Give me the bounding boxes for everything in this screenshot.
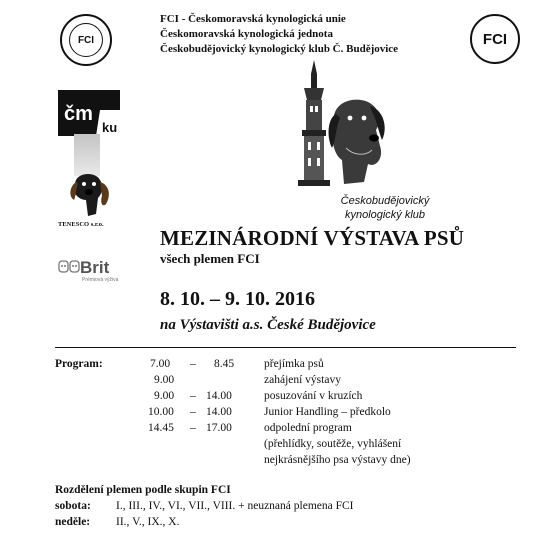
- svg-text:ku: ku: [102, 120, 118, 135]
- saturday-label: sobota:: [55, 500, 91, 512]
- svg-text:čm: čm: [64, 103, 93, 125]
- program-row-2-text: zahájení výstavy: [264, 374, 341, 386]
- program-row-5-start: 14.45: [148, 422, 174, 434]
- brit-sublabel: Prémiová výživa: [82, 277, 119, 283]
- program-row-4-end: 14.00: [206, 406, 232, 418]
- groups-title: Rozdělení plemen podle skupin FCI: [55, 484, 231, 496]
- program-row-7-text: nejkrásnějšího psa výstavy dne): [264, 454, 411, 466]
- fci-seal-label: FCI: [69, 23, 103, 57]
- org-line-fci: FCI - Českomoravská kynologická unie: [160, 13, 346, 25]
- org-line-cmkj: Českomoravská kynologická jednota: [160, 28, 333, 40]
- program-row-4-start: 10.00: [148, 406, 174, 418]
- club-name: [300, 194, 470, 222]
- club-name-line2: kynologický klub: [344, 209, 426, 221]
- fci-seal-logo: [60, 14, 112, 66]
- fci-logo-right: FCI: [470, 14, 520, 64]
- program-row-3-text: posuzování v kruzích: [264, 390, 363, 402]
- program-row-4-text: Junior Handling – předkolo: [264, 406, 391, 418]
- event-dates: 8. 10. – 9. 10. 2016: [160, 288, 315, 310]
- org-line-club: Českobudějovický kynologický klub Č. Budějovice: [160, 43, 399, 55]
- event-subtitle: všech plemen FCI: [160, 251, 260, 266]
- program-row-5-text: odpolední program: [264, 422, 352, 434]
- tenesco-dog-logo: [62, 170, 118, 220]
- program-row-1-text: přejímka psů: [264, 358, 324, 370]
- cmku-logo: [58, 90, 120, 136]
- sunday-label: neděle:: [55, 516, 91, 528]
- program-row-1-start: 7.00: [150, 358, 171, 370]
- event-venue: na Výstavišti a.s. České Budějovice: [160, 317, 376, 333]
- tenesco-label: TENESCO s.r.o.: [58, 221, 104, 228]
- program-row-3-end: 14.00: [206, 390, 232, 402]
- program-row-2-start: 9.00: [154, 374, 175, 386]
- program-row-1-end: 8.45: [214, 358, 235, 370]
- program-row-5-dash: –: [190, 422, 196, 434]
- program-row-6-text: (přehlídky, soutěže, vyhlášení: [264, 438, 402, 450]
- club-tower-dog-emblem: [284, 56, 394, 188]
- program-row-4-dash: –: [190, 406, 196, 418]
- program-row-1-dash: –: [190, 358, 196, 370]
- program-row-3-dash: –: [190, 390, 196, 402]
- event-title: MEZINÁRODNÍ VÝSTAVA PSŮ: [160, 226, 465, 250]
- program-row-5-end: 17.00: [206, 422, 232, 434]
- program-label: Program:: [55, 358, 103, 370]
- section-divider: [55, 347, 516, 348]
- club-name-line1: Českobudějovický: [340, 195, 430, 207]
- sunday-groups: II., V., IX., X.: [116, 516, 180, 528]
- brit-pets-icon: [58, 258, 80, 276]
- program-row-3-start: 9.00: [154, 390, 175, 402]
- saturday-groups: I., III., IV., VI., VII., VIII. + neuznaná plemena FCI: [116, 500, 354, 512]
- brit-label: Brit: [80, 258, 110, 277]
